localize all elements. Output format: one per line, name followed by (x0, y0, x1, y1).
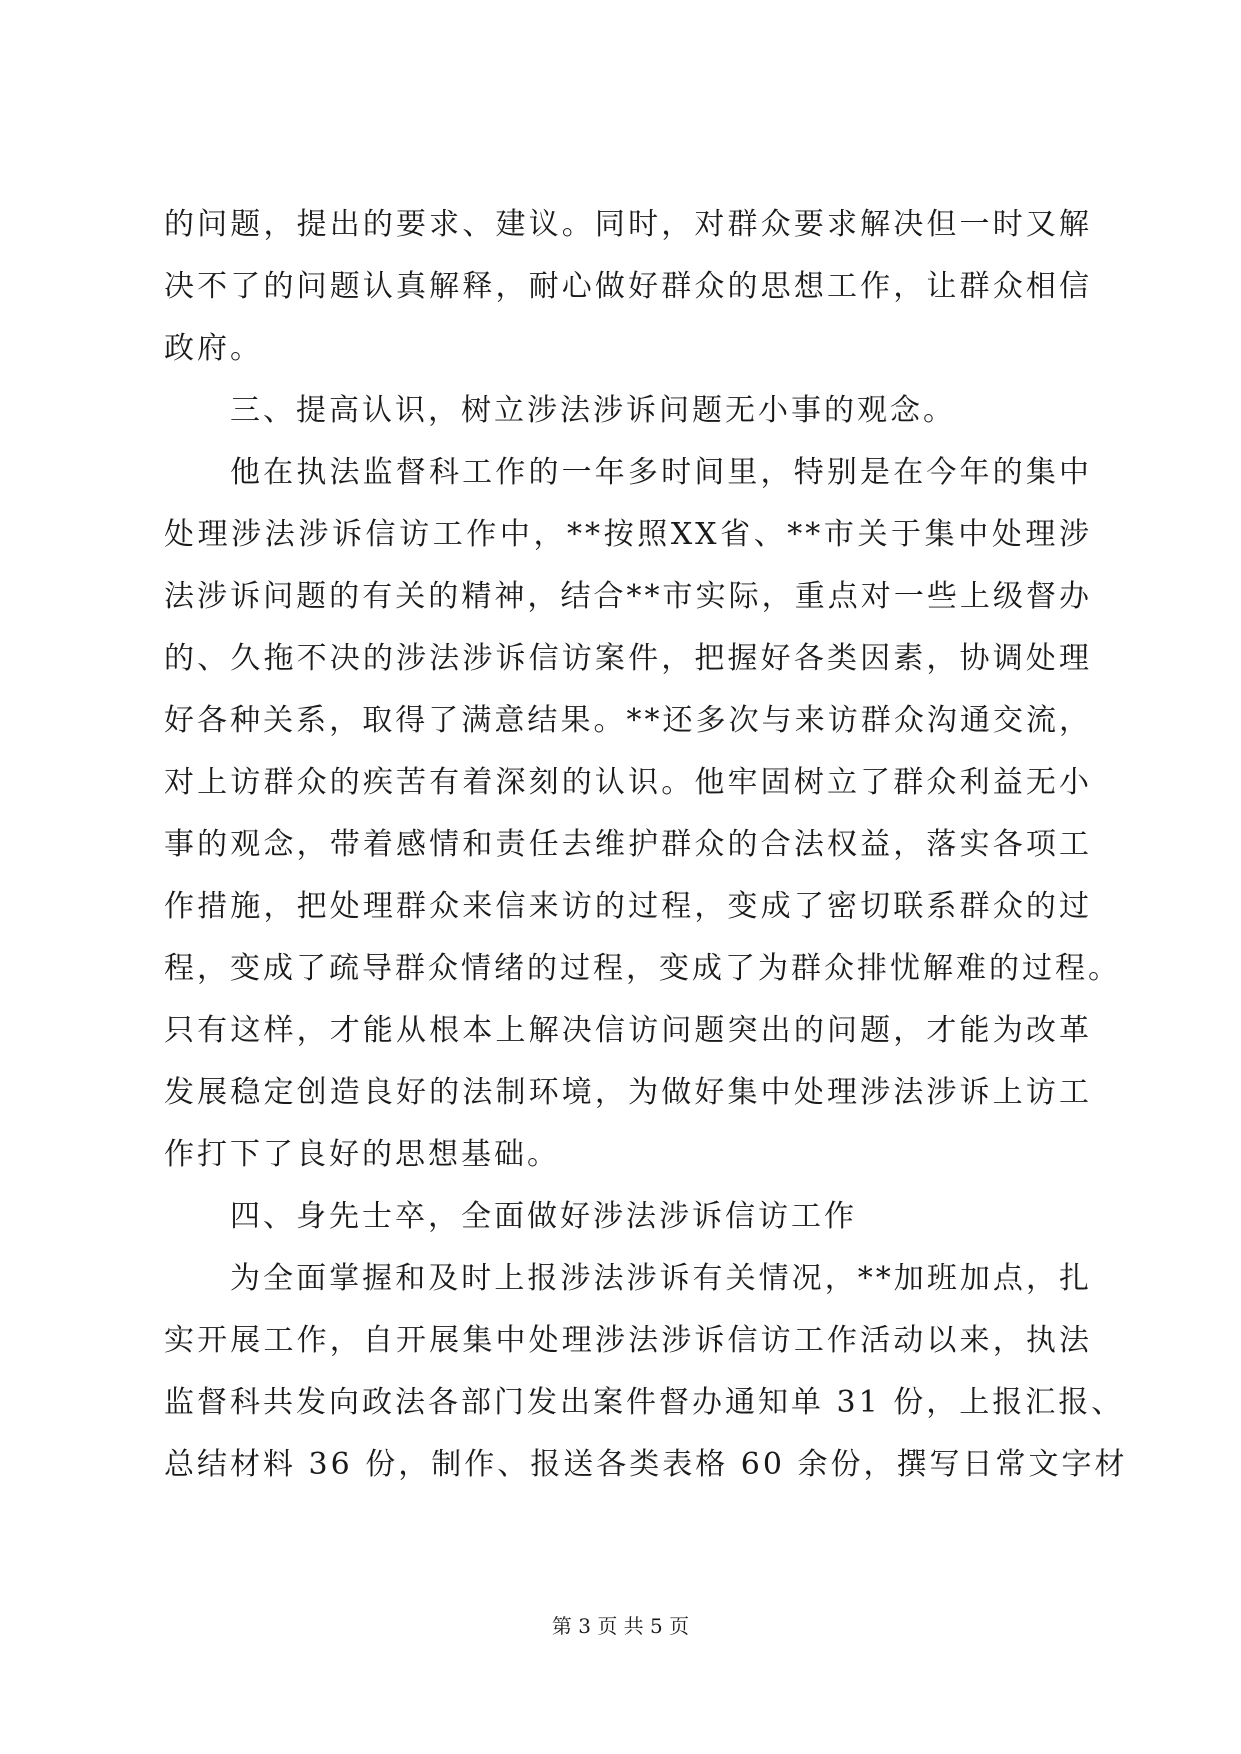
document-body (164, 194, 1128, 1496)
body-line: 发展稳定创造良好的法制环境，为做好集中处理涉法涉诉上访工 (164, 1075, 1092, 1110)
body-line: 政府。 (164, 331, 263, 366)
section-heading: 四、身先士卒，全面做好涉法涉诉信访工作 (230, 1199, 857, 1234)
body-line: 决不了的问题认真解释，耐心做好群众的思想工作，让群众相信 (164, 269, 1092, 304)
body-line: 只有这样，才能从根本上解决信访问题突出的问题，才能为改革 (164, 1013, 1092, 1048)
body-line: 的、久拖不决的涉法涉诉信访案件，把握好各类因素，协调处理 (164, 641, 1092, 676)
body-line: 作措施，把处理群众来信来访的过程，变成了密切联系群众的过 (164, 889, 1092, 924)
body-line: 作打下了良好的思想基础。 (164, 1137, 560, 1172)
section-heading: 三、提高认识，树立涉法涉诉问题无小事的观念。 (230, 393, 956, 428)
body-line: 好各种关系，取得了满意结果。**还多次与来访群众沟通交流， (164, 703, 1092, 738)
body-line: 法涉诉问题的有关的精神，结合**市实际，重点对一些上级督办 (164, 579, 1092, 614)
body-line: 处理涉法涉诉信访工作中，**按照XX省、**市关于集中处理涉 (164, 517, 1092, 552)
body-line: 的问题，提出的要求、建议。同时，对群众要求解决但一时又解 (164, 207, 1092, 242)
body-line: 事的观念，带着感情和责任去维护群众的合法权益，落实各项工 (164, 827, 1092, 862)
body-line: 实开展工作，自开展集中处理涉法涉诉信访工作活动以来，执法 (164, 1323, 1092, 1358)
body-line: 程，变成了疏导群众情绪的过程，变成了为群众排忧解难的过程。 (164, 951, 1121, 986)
body-line: 为全面掌握和及时上报涉法涉诉有关情况，**加班加点，扎 (230, 1261, 1092, 1296)
body-line: 他在执法监督科工作的一年多时间里，特别是在今年的集中 (230, 455, 1092, 490)
page-footer (0, 1614, 1241, 1638)
body-line: 监督科共发向政法各部门发出案件督办通知单 31 份，上报汇报、 (164, 1385, 1125, 1420)
page-number-label: 第 3 页 共 5 页 (551, 1614, 690, 1638)
body-line: 总结材料 36 份，制作、报送各类表格 60 余份，撰写日常文字材 (164, 1447, 1128, 1482)
body-line: 对上访群众的疾苦有着深刻的认识。他牢固树立了群众利益无小 (164, 765, 1092, 800)
